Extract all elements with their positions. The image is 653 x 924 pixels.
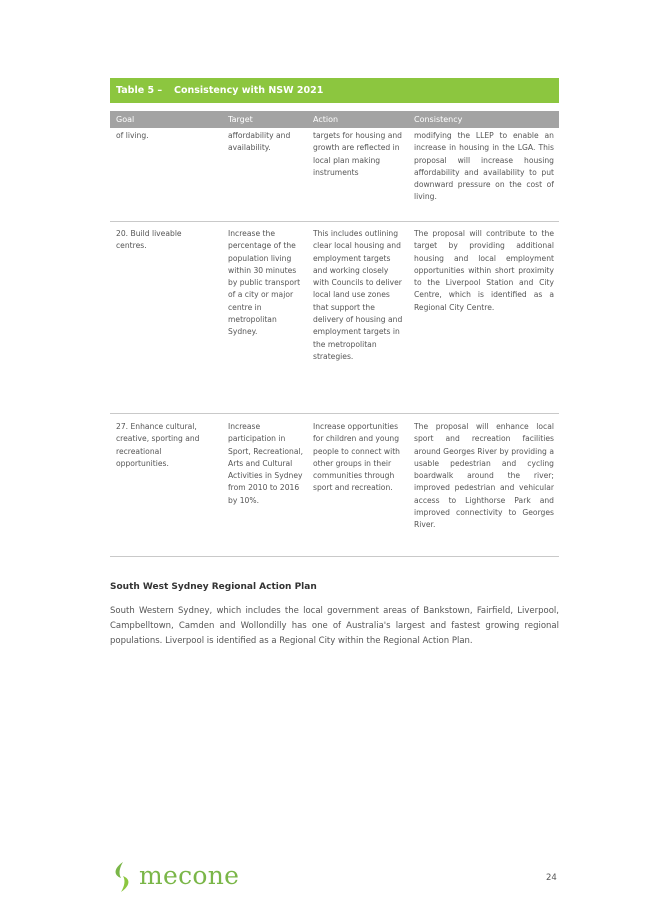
row-goal: of living. [116, 131, 149, 140]
row-target: affordability and availability. [228, 131, 291, 153]
row-target: Increase the percentage of the population living within 30 minutes by public transport of a city or major centre in metropolitan Sydney. [228, 229, 301, 337]
table-number: Table 5 – [116, 85, 163, 96]
section-heading: South West Sydney Regional Action Plan [110, 582, 317, 592]
section-paragraph: South Western Sydney, which includes the local government areas of Bankstown, Fairfield, Liverpool, Campbelltown, Camden and Wollondilly has one of Australia's largest and fastest growing regional populations. Liverpool is identified as a Regional City within the Regional Action Plan. [110, 606, 559, 646]
row-goal: 20. Build liveable centres. [116, 229, 182, 251]
row-consistency: The proposal will enhance local sport and recreation facilities around Georges River by providing a usable pedestrian and cycling boardwalk around the river; improved pedestrian and vehicular access to Lighthorse Park and improved connectivity to Georges River. [414, 422, 554, 530]
header-goal: Goal [116, 115, 135, 124]
table-header-row [110, 111, 559, 128]
leaf-icon [110, 861, 134, 893]
table-caption [110, 78, 559, 103]
header-consistency: Consistency [414, 115, 463, 124]
row-action: targets for housing and growth are reflected in local plan making instruments [313, 131, 402, 177]
row-goal: 27. Enhance cultural, creative, sporting and recreational opportunities. [116, 422, 200, 468]
row-divider [110, 556, 559, 557]
row-action: Increase opportunities for children and young people to connect with other groups in their communities through sport and recreation. [313, 422, 400, 493]
row-consistency: modifying the LLEP to enable an increase in housing in the LGA. This proposal will increase housing affordability and availability to put downward pressure on the cost of living. [414, 131, 554, 202]
row-target: Increase participation in Sport, Recreational, Arts and Cultural Activities in Sydney from 2010 to 2016 by 10%. [228, 422, 303, 505]
table-title: Consistency with NSW 2021 [174, 85, 324, 96]
header-target: Target [228, 115, 253, 124]
row-action: This includes outlining clear local housing and employment targets and working closely with Councils to deliver local land use zones that support the delivery of housing and employment targets in the metropolitan strategies. [313, 229, 403, 361]
header-action: Action [313, 115, 339, 124]
page-number: 24 [546, 873, 557, 883]
row-divider [110, 221, 559, 222]
row-divider [110, 413, 559, 414]
row-consistency: The proposal will contribute to the target by providing additional housing and local employment opportunities within short proximity to the Liverpool Station and City Centre, which is identified as a Regional City Centre. [414, 229, 554, 312]
logo-wordmark: mecone [139, 861, 240, 890]
company-logo [110, 859, 250, 895]
